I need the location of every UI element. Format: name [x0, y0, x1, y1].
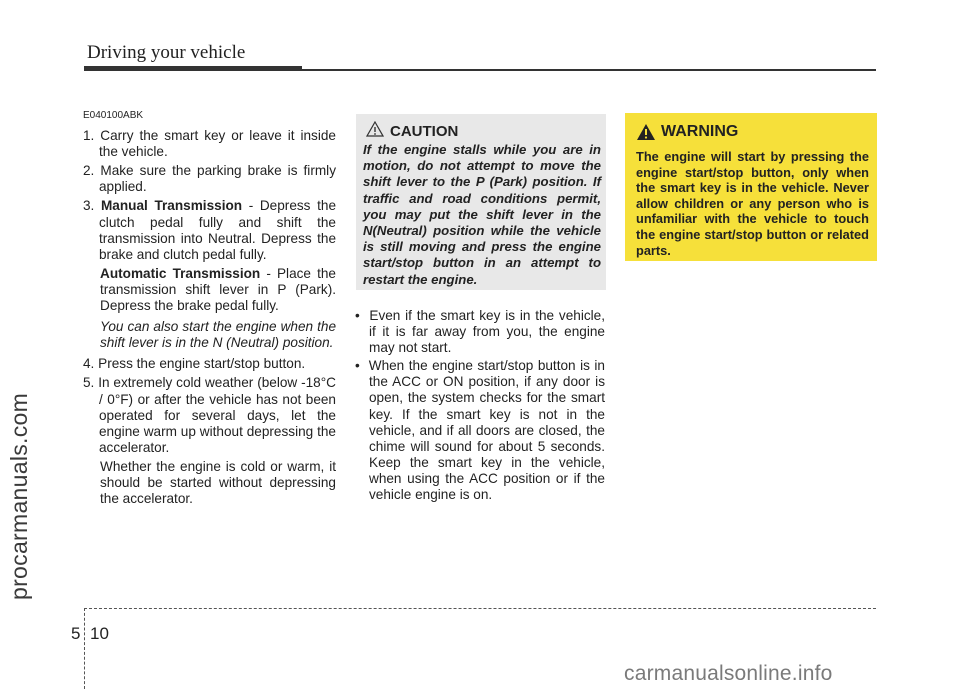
header-bar — [84, 66, 302, 71]
step-3: 3. Manual Transmission - Depress the clutch pedal fully and shift the transmission into Neutral. Depress the brake and clutch pedal fully. — [83, 198, 337, 262]
warning-text: The engine will start by pressing the engine start/stop button, only when the smart key is in the vehicle. Never allow children or any person who is unfamiliar with the vehicle to touch the engine start/stop button or related parts. — [636, 149, 869, 258]
footer-rule — [84, 608, 876, 609]
section-code: E040100ABK — [83, 110, 144, 121]
header-rule — [302, 69, 876, 71]
side-watermark: procarmanuals.com — [6, 392, 32, 600]
step-1: 1. Carry the smart key or leave it inside the vehicle. — [83, 128, 336, 160]
step-5: 5. In extremely cold weather (below -18°C / 0°F) or after the vehicle has not been operated for several days, let the engine warm up without depressing the accelerator. — [83, 375, 336, 455]
step-2: 2. Make sure the parking brake is firmly applied. — [83, 163, 336, 195]
auto-transmission-note: Automatic Transmission - Place the transmission shift lever in P (Park). Depress the brake pedal fully. — [100, 265, 336, 314]
bullet-item: • When the engine start/stop button is in the ACC or ON position, if any door is open, the system checks for the smart key. If the smart key is not in the vehicle, and if all doors are closed, the chime will sound for about 5 seconds. Keep the smart key in the vehicle, when using the ACC position or if the vehicle engine is on. — [355, 358, 605, 503]
section-number: 5 — [71, 624, 81, 643]
caution-text: If the engine stalls while you are in motion, do not attempt to move the shift lever to the P (Park) position. If traffic and road conditions permit, you may put the shift lever in the N(Neutral) position while the vehicle is still moving and press the engine start/stop button in an attempt to restart the engine. — [363, 142, 601, 287]
warning-triangle-icon — [636, 123, 656, 141]
left-column — [83, 108, 336, 512]
page-number: 10 — [90, 624, 109, 643]
bottom-watermark: carmanualsonline.info — [624, 662, 833, 685]
caution-title: CAUTION — [390, 123, 459, 140]
page-header-title: Driving your vehicle — [87, 42, 246, 63]
bullet-item: • Even if the smart key is in the vehicle, if it is far away from you, the engine may not start. — [355, 308, 605, 356]
footer-divider — [84, 608, 85, 689]
info-bullets — [355, 308, 605, 505]
neutral-note: You can also start the engine when the shift lever is in the N (Neutral) position. — [100, 319, 336, 351]
warning-title: WARNING — [661, 123, 739, 140]
cold-engine-note: Whether the engine is cold or warm, it should be started without depressing the accelerator. — [100, 458, 336, 507]
caution-triangle-icon — [366, 121, 384, 137]
step-4: 4. Press the engine start/stop button. — [83, 356, 306, 372]
